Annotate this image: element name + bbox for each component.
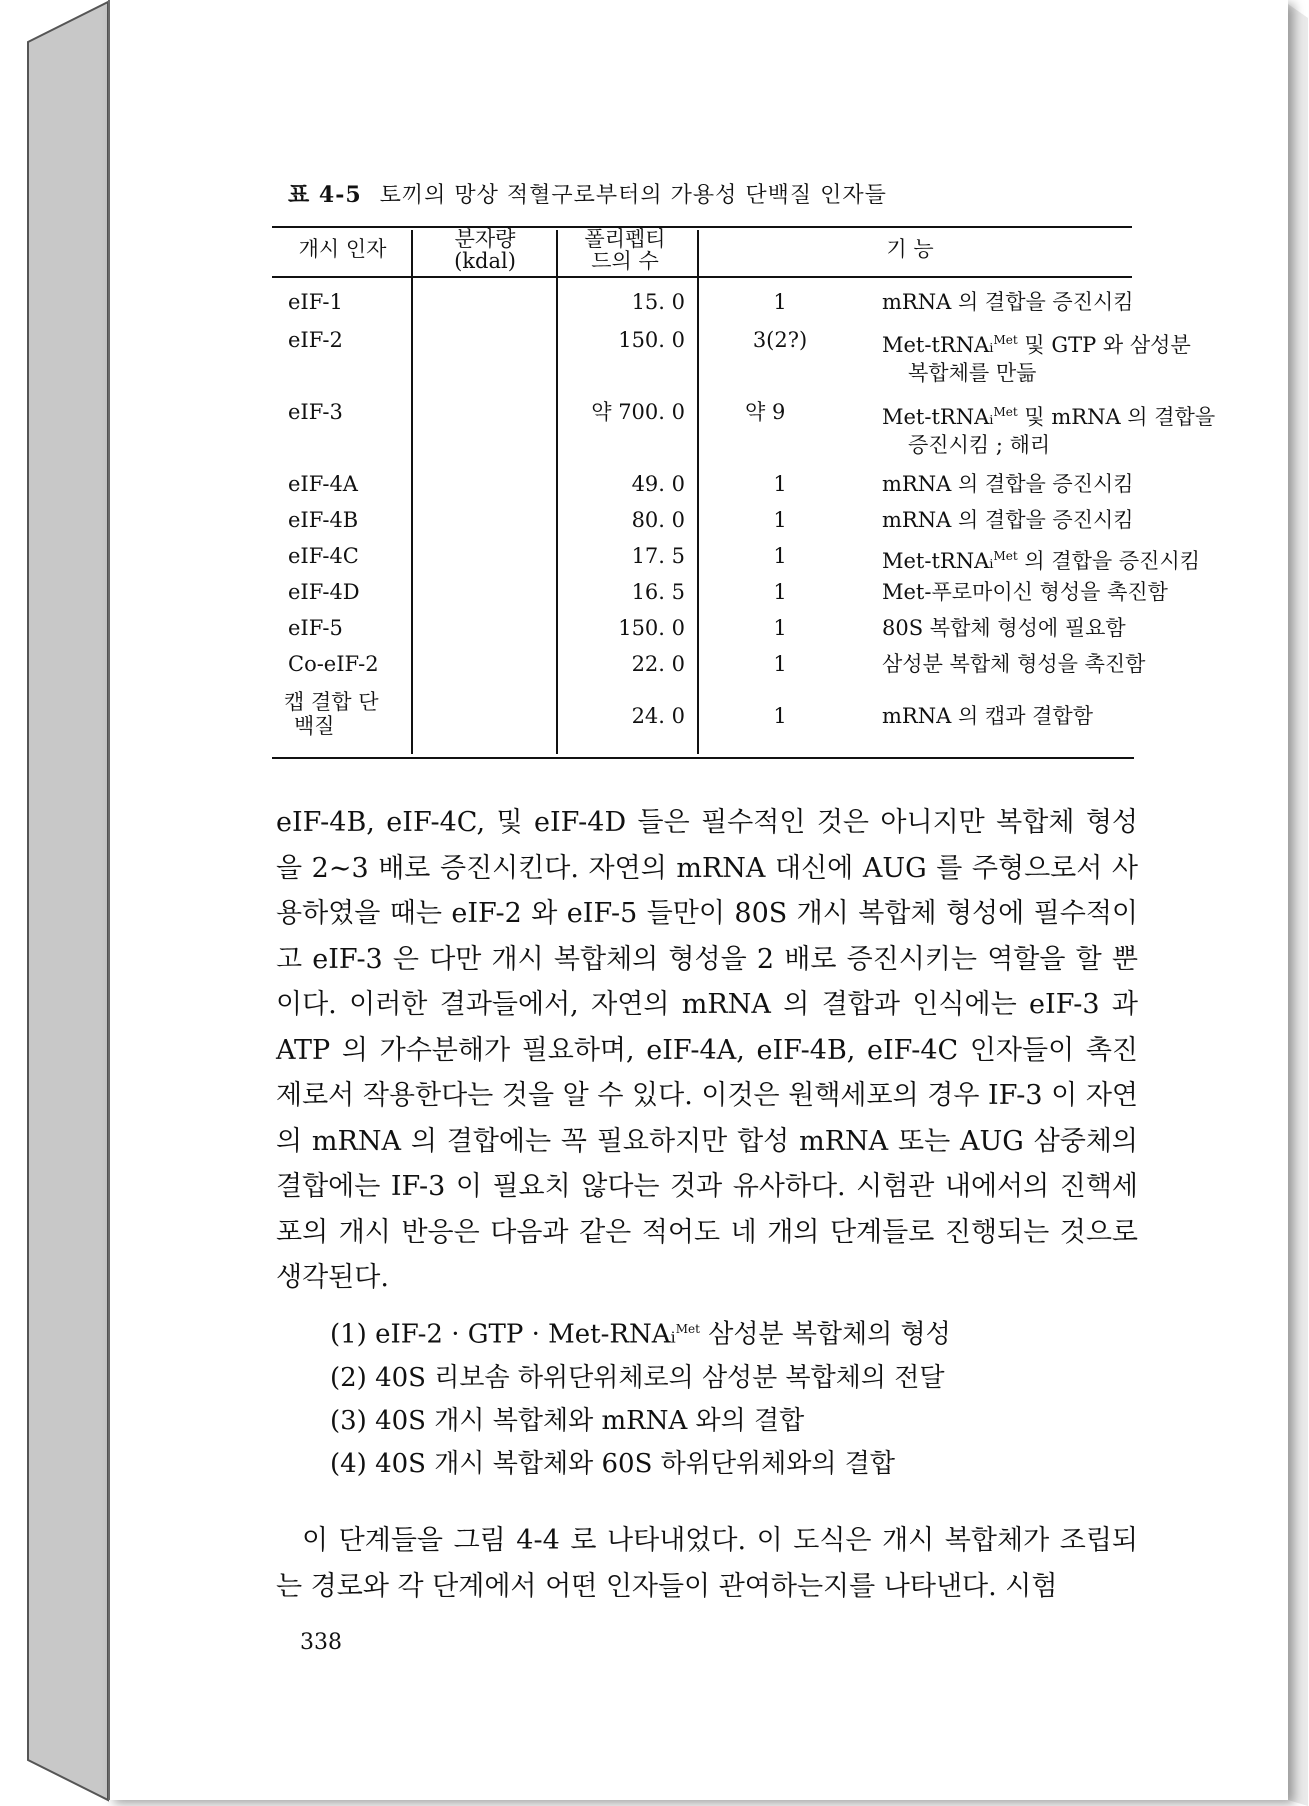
cell-factor: eIF-1 bbox=[288, 290, 343, 314]
cell-mass: 80. 0 bbox=[631, 508, 685, 532]
cell-factor: eIF-4B bbox=[288, 508, 359, 532]
function-text: 삼성분 복합체 형성을 촉진함 bbox=[882, 652, 1146, 676]
cell-function bbox=[882, 614, 1302, 642]
table-col-divider-2 bbox=[556, 230, 558, 754]
header-mass-line2: (kdal) bbox=[454, 249, 516, 273]
cell-factor: eIF-5 bbox=[288, 616, 343, 640]
function-text-rest: 및 mRNA 의 결합을 bbox=[1017, 405, 1216, 429]
cell-mass: 49. 0 bbox=[631, 472, 685, 496]
cell-function bbox=[882, 650, 1302, 678]
header-factor: 개시 인자 bbox=[298, 237, 387, 261]
table-col-divider-3 bbox=[697, 230, 699, 754]
function-text: Met-tRNAᵢ bbox=[882, 405, 994, 429]
cell-function bbox=[882, 702, 1302, 730]
cell-factor: eIF-2 bbox=[288, 328, 343, 352]
function-text-rest: 및 GTP 와 삼성분 bbox=[1017, 333, 1191, 357]
step-text-rest: 삼성분 복합체의 형성 bbox=[699, 1319, 951, 1350]
cell-function bbox=[882, 288, 1302, 316]
cell-mass: 17. 5 bbox=[631, 544, 685, 568]
cell-function bbox=[882, 398, 1302, 459]
cell-factor-line2: 백질 bbox=[294, 714, 335, 738]
step-text: (3) 40S 개시 복합체와 mRNA 와의 결합 bbox=[330, 1405, 805, 1436]
list-item bbox=[330, 1400, 951, 1443]
function-text: Met-tRNAᵢ bbox=[882, 549, 994, 573]
header-polypeptide bbox=[560, 228, 690, 272]
table-rule-top bbox=[272, 226, 1132, 228]
cell-count: 1 bbox=[773, 580, 787, 604]
cell-mass: 150. 0 bbox=[618, 328, 685, 352]
function-text-line2: 증진시킴 ; 해리 bbox=[908, 433, 1051, 457]
cell-factor: eIF-4C bbox=[288, 544, 359, 568]
function-text: mRNA 의 결합을 증진시킴 bbox=[882, 508, 1134, 532]
list-item bbox=[330, 1357, 951, 1400]
step-text: (4) 40S 개시 복합체와 60S 하위단위체와의 결합 bbox=[330, 1448, 895, 1479]
cell-function bbox=[882, 506, 1302, 534]
header-poly-line2: 드의 수 bbox=[591, 249, 659, 273]
function-text: Met-푸로마이신 형성을 촉진함 bbox=[882, 580, 1168, 604]
cell-mass: 16. 5 bbox=[631, 580, 685, 604]
header-function: 기 능 bbox=[886, 237, 934, 261]
cell-function bbox=[882, 326, 1302, 387]
function-text: Met-tRNAᵢ bbox=[882, 333, 994, 357]
function-text: mRNA 의 캡과 결합함 bbox=[882, 704, 1094, 728]
function-text: mRNA 의 결합을 증진시킴 bbox=[882, 472, 1134, 496]
function-text: mRNA 의 결합을 증진시킴 bbox=[882, 290, 1134, 314]
step-text: (2) 40S 리보솜 하위단위체로의 삼성분 복합체의 전달 bbox=[330, 1362, 945, 1393]
header-poly-line1: 폴리펩티 bbox=[584, 227, 666, 251]
cell-function bbox=[882, 470, 1302, 498]
paragraph-1: eIF-4B, eIF-4C, 및 eIF-4D 들은 필수적인 것은 아니지만 복합체 형성을 2∼3 배로 증진시킨다. 자연의 mRNA 대신에 AUG 를 주형으로서 사용하였을 때는 eIF-2 와 eIF-5 들만이 80S 개시 복합체 형성에 필수적이고 eIF-3 은 다만 개시 복합체의 형성을 2 배로 증진시키는 역할을 할 뿐이다. 이러한 결과들에서, 자연의 mRNA 의 결합과 인식에는 eIF-3 과 ATP 의 가수분해가 필요하며, eIF-4A, eIF-4B, eIF-4C 인자들이 촉진제로서 작용한다는 것을 알 수 있다. 이것은 원핵세포의 경우 IF-3 이 자연의 mRNA 의 결합에는 꼭 필요하지만 합성 mRNA 또는 AUG 삼중체의 결합에는 IF-3 이 필요치 않다는 것과 유사하다. 시험관 내에서의 진핵세포의 개시 반응은 다음과 같은 적어도 네 개의 단계들로 진행되는 것으로 생각된다. bbox=[276, 807, 1138, 1293]
function-text: 80S 복합체 형성에 필요함 bbox=[882, 616, 1126, 640]
paragraph-2: 이 단계들을 그림 4-4 로 나타내었다. 이 도식은 개시 복합체가 조립되는 경로와 각 단계에서 어떤 인자들이 관여하는지를 나타낸다. 시험 bbox=[276, 1525, 1138, 1602]
table-col-divider-1 bbox=[411, 230, 413, 754]
cell-mass: 22. 0 bbox=[631, 652, 685, 676]
cell-mass: 약 700. 0 bbox=[591, 400, 685, 424]
cell-mass: 150. 0 bbox=[618, 616, 685, 640]
table-caption bbox=[288, 178, 887, 209]
cell-count: 1 bbox=[773, 472, 787, 496]
superscript: Met bbox=[993, 333, 1018, 347]
cell-factor bbox=[284, 690, 379, 738]
superscript: Met bbox=[993, 405, 1018, 419]
superscript: Met bbox=[993, 549, 1018, 563]
function-text-line2: 복합체를 만듦 bbox=[908, 361, 1037, 385]
step-text: (1) eIF-2 · GTP · Met-RNAᵢ bbox=[330, 1319, 676, 1350]
page-number: 338 bbox=[300, 1630, 342, 1655]
cell-mass: 24. 0 bbox=[631, 704, 685, 728]
step-list bbox=[330, 1308, 951, 1486]
cell-function bbox=[882, 542, 1302, 575]
cell-mass: 15. 0 bbox=[631, 290, 685, 314]
cell-factor: Co-eIF-2 bbox=[288, 652, 379, 676]
superscript: Met bbox=[675, 1322, 700, 1336]
table-number: 표 4-5 bbox=[288, 182, 362, 208]
list-item bbox=[330, 1308, 951, 1357]
cell-factor-line1: 캡 결합 단 bbox=[284, 690, 379, 714]
cell-function bbox=[882, 578, 1302, 606]
table-title: 토끼의 망상 적혈구로부터의 가용성 단백질 인자들 bbox=[379, 183, 887, 208]
cell-count: 1 bbox=[773, 544, 787, 568]
cell-factor: eIF-3 bbox=[288, 400, 343, 424]
function-text-rest: 의 결합을 증진시킴 bbox=[1017, 549, 1201, 573]
cell-count: 약 9 bbox=[745, 400, 786, 424]
cell-count: 1 bbox=[773, 290, 787, 314]
cell-count: 1 bbox=[773, 652, 787, 676]
cell-factor: eIF-4D bbox=[288, 580, 360, 604]
cell-count: 3(2?) bbox=[752, 328, 808, 352]
list-item bbox=[330, 1443, 951, 1486]
cell-count: 1 bbox=[773, 508, 787, 532]
cell-count: 1 bbox=[773, 704, 787, 728]
table-rule-bottom bbox=[272, 757, 1134, 759]
cell-factor: eIF-4A bbox=[288, 472, 358, 496]
table-rule-mid bbox=[272, 276, 1132, 278]
header-mass-line1: 분자량 bbox=[454, 227, 516, 251]
header-mass bbox=[425, 228, 545, 272]
cell-count: 1 bbox=[773, 616, 787, 640]
